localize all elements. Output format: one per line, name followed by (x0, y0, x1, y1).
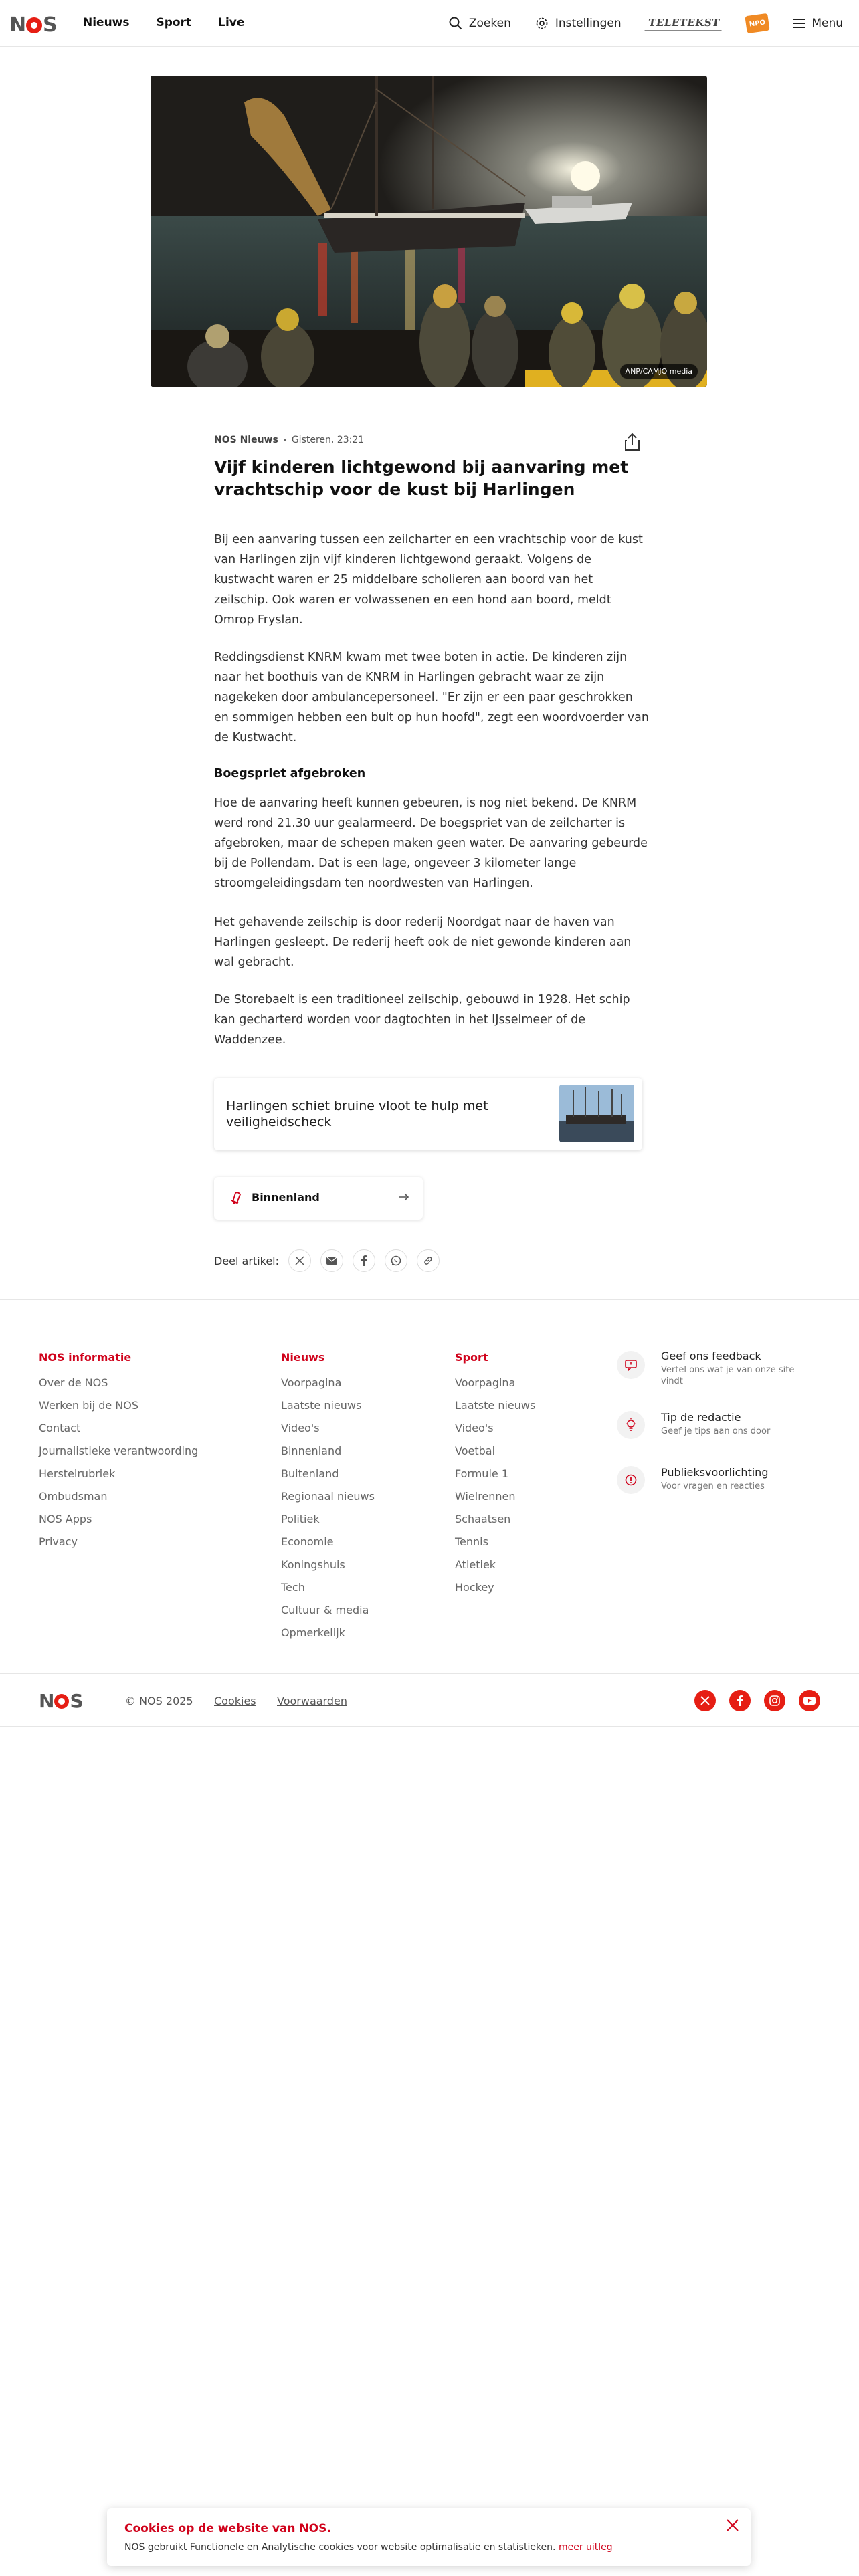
share-x-button[interactable] (288, 1249, 311, 1272)
footer-link[interactable]: Tech (281, 1581, 305, 1594)
facebook-icon (361, 1255, 367, 1266)
share-link-button[interactable] (417, 1249, 440, 1272)
article-paragraph: Reddingsdienst KNRM kwam met twee boten in actie. De kinderen zijn naar het boothuis van de KNRM in Harlingen gebracht waar ze zijn nagekeken door ambulancepersoneel. "Er zijn er een paar geschrokken en sommigen hebben een bult op hun hoofd", zegt een woordvoerder van de Kustwacht. (214, 651, 649, 744)
category-link[interactable] (214, 1177, 423, 1220)
footer-contact-box (617, 1350, 818, 1514)
publieksvoorlichting-title: Publieksvoorlichting (661, 1466, 769, 1479)
footer-heading: NOS informatie (39, 1351, 132, 1364)
cookie-text (124, 2542, 613, 2553)
footer-link[interactable]: Herstelrubriek (39, 1467, 116, 1480)
feedback-title: Geef ons feedback (661, 1350, 761, 1362)
gear-icon (535, 17, 549, 30)
harbor-photo (559, 1085, 634, 1142)
footer-nos-logo[interactable] (39, 1690, 83, 1712)
footer-link[interactable]: Regionaal nieuws (281, 1490, 375, 1503)
nos-logo[interactable] (9, 13, 57, 37)
article-meta (214, 435, 364, 445)
footer-link[interactable]: Video's (455, 1422, 494, 1434)
main-nav (83, 16, 244, 29)
footer-link[interactable]: Over de NOS (39, 1376, 108, 1389)
footer-link[interactable]: Binnenland (281, 1444, 342, 1457)
menu-button[interactable] (793, 17, 843, 30)
footer-link[interactable]: Contact (39, 1422, 81, 1434)
nav-nieuws[interactable]: Nieuws (83, 16, 130, 29)
feedback-subtitle: Vertel ons wat je van onze site vindt (661, 1365, 795, 1386)
footer-link[interactable]: Laatste nieuws (281, 1399, 362, 1412)
article-paragraph: Het gehavende zeilschip is door rederij Noordgat naar de haven van Harlingen gesleept. De rederij heeft ook de niet gewonde kinderen aan wal gebracht. (214, 916, 632, 969)
footer-link[interactable]: Privacy (39, 1535, 78, 1548)
ship-rescue-photo (151, 76, 707, 387)
cookie-description: NOS gebruikt Functionele en Analytische cookies voor website optimalisatie en statistieken. (124, 2542, 556, 2553)
search-button[interactable] (449, 17, 511, 30)
close-icon (724, 2516, 741, 2534)
info-icon (617, 1466, 645, 1494)
x-social-link[interactable] (694, 1690, 716, 1711)
article-time: Gisteren, 23:21 (291, 435, 365, 445)
footer-link[interactable]: Werken bij de NOS (39, 1399, 139, 1412)
footer-link[interactable]: Tennis (455, 1535, 488, 1548)
youtube-icon (803, 1696, 816, 1705)
logo-n: N (39, 1690, 54, 1712)
footer-link[interactable]: Koningshuis (281, 1558, 345, 1571)
instagram-social-link[interactable] (764, 1690, 785, 1711)
footer-link[interactable]: Cultuur & media (281, 1604, 369, 1616)
settings-label: Instellingen (555, 17, 622, 30)
hero-image (151, 76, 707, 387)
copyright-text: © NOS 2025 (125, 1695, 193, 1707)
article-paragraph: De Storebaelt is een traditioneel zeilschip, gebouwd in 1928. Het schip kan gecharterd worden voor dagtochten in het IJsselmeer of de Waddenzee. (214, 993, 630, 1047)
footer-link[interactable]: Voetbal (455, 1444, 496, 1457)
site-header (0, 0, 859, 47)
footer-column-nieuws (281, 1351, 375, 1648)
cookie-title: Cookies op de website van NOS. (124, 2522, 331, 2535)
menu-label: Menu (812, 17, 843, 30)
tip-subtitle: Geef je tips aan ons door (661, 1426, 771, 1436)
hamburger-icon (793, 18, 805, 29)
cookie-close-button[interactable] (724, 2516, 741, 2534)
social-links (694, 1690, 820, 1711)
footer-link[interactable]: Laatste nieuws (455, 1399, 536, 1412)
facebook-social-link[interactable] (729, 1690, 751, 1711)
article-paragraph: Hoe de aanvaring heeft kunnen gebeuren, is nog niet bekend. De KNRM werd rond 21.30 uur gealarmeerd. De boegspriet van de zeilcharter is afgebroken, maar de schepen maken geen water. De aanvaring gebeurde bij de Pollendam. Dat is een lage, ongeveer 3 kilometer lange stroomgeleidingsdam ten noordwesten van Harlingen. (214, 796, 648, 890)
related-article-thumbnail (559, 1085, 634, 1142)
teletekst-link[interactable]: TELETEKST (644, 15, 723, 31)
share-row (214, 1249, 440, 1272)
facebook-icon (737, 1695, 743, 1706)
youtube-social-link[interactable] (799, 1690, 820, 1711)
feedback-link[interactable] (617, 1350, 818, 1404)
footer-column-sport (455, 1351, 535, 1603)
footer-link[interactable]: NOS Apps (39, 1513, 92, 1525)
mail-icon (326, 1257, 337, 1265)
article-source: NOS Nieuws (214, 435, 278, 445)
share-label: Deel artikel: (214, 1254, 280, 1267)
footer-link[interactable]: Ombudsman (39, 1490, 108, 1503)
whatsapp-icon (391, 1255, 401, 1266)
footer-link[interactable]: Buitenland (281, 1467, 339, 1480)
publieksvoorlichting-link[interactable] (617, 1459, 818, 1514)
footer-heading: Nieuws (281, 1351, 325, 1364)
lightbulb-icon (617, 1411, 645, 1439)
photo-credit: ANP/CAMJO media (620, 364, 698, 379)
tip-title: Tip de redactie (661, 1411, 741, 1424)
footer-link[interactable]: Opmerkelijk (281, 1626, 345, 1639)
bell-icon (229, 1190, 244, 1205)
search-icon (449, 17, 462, 30)
cookie-banner (107, 2508, 751, 2566)
footer-link[interactable]: Voorpagina (281, 1376, 342, 1389)
logo-s: S (70, 1690, 83, 1712)
cookie-more-link[interactable]: meer uitleg (558, 2542, 613, 2553)
footer-link[interactable]: Video's (281, 1422, 320, 1434)
tip-link[interactable] (617, 1404, 818, 1459)
settings-button[interactable] (535, 17, 622, 30)
search-label: Zoeken (468, 17, 511, 30)
header-actions (449, 15, 843, 32)
footer-link[interactable]: Schaatsen (455, 1513, 511, 1525)
terms-link[interactable]: Voorwaarden (277, 1695, 347, 1707)
x-icon (295, 1256, 304, 1265)
meta-separator (284, 439, 286, 441)
footer-link[interactable]: Wielrennen (455, 1490, 516, 1503)
footer-bottom-bar (0, 1673, 859, 1727)
share-button[interactable] (624, 432, 641, 452)
category-label: Binnenland (252, 1191, 320, 1204)
footer-link[interactable]: Formule 1 (455, 1467, 508, 1480)
npo-link[interactable]: NPO (745, 13, 770, 33)
cookies-link[interactable]: Cookies (214, 1695, 256, 1707)
related-article-title: Harlingen schiet bruine vloot te hulp met veiligheidscheck (226, 1099, 488, 1130)
logo-s: S (43, 13, 57, 37)
footer-heading: Sport (455, 1351, 488, 1364)
article-subheading: Boegspriet afgebroken (214, 767, 366, 780)
footer-column-nos-info (39, 1351, 198, 1558)
footer-link[interactable]: Economie (281, 1535, 334, 1548)
logo-o-icon (54, 1694, 69, 1709)
article-title: Vijf kinderen lichtgewond bij aanvaring met vrachtschip voor de kust bij Harlingen (214, 457, 629, 499)
share-whatsapp-button[interactable] (385, 1249, 407, 1272)
footer-link[interactable]: Atletiek (455, 1558, 496, 1571)
logo-n: N (9, 13, 26, 37)
footer-link[interactable]: Politiek (281, 1513, 320, 1525)
logo-o-icon (26, 17, 42, 33)
arrow-right-icon (397, 1190, 411, 1204)
link-icon (423, 1255, 434, 1266)
instagram-icon (769, 1695, 780, 1706)
footer-link[interactable]: Voorpagina (455, 1376, 516, 1389)
footer-link[interactable]: Hockey (455, 1581, 494, 1594)
share-email-button[interactable] (320, 1249, 343, 1272)
nav-live[interactable]: Live (218, 16, 245, 29)
publieksvoorlichting-subtitle: Voor vragen en reacties (661, 1481, 765, 1491)
article-paragraph: Bij een aanvaring tussen een zeilcharter en een vrachtschip voor de kust van Harlingen zijn vijf kinderen lichtgewond geraakt. Volgens de kustwacht waren er 25 middelbare scholieren aan boord van het zeilschip. Ook waren er volwassenen en een hond aan boord, meldt Omrop Fryslan. (214, 533, 643, 627)
footer-link[interactable]: Journalistieke verantwoording (39, 1444, 199, 1457)
share-icon (624, 432, 641, 452)
share-facebook-button[interactable] (353, 1249, 375, 1272)
related-article-card[interactable] (214, 1078, 642, 1150)
x-icon (700, 1696, 710, 1705)
footer-divider (0, 1299, 859, 1300)
feedback-icon (617, 1351, 645, 1379)
nav-sport[interactable]: Sport (156, 16, 192, 29)
